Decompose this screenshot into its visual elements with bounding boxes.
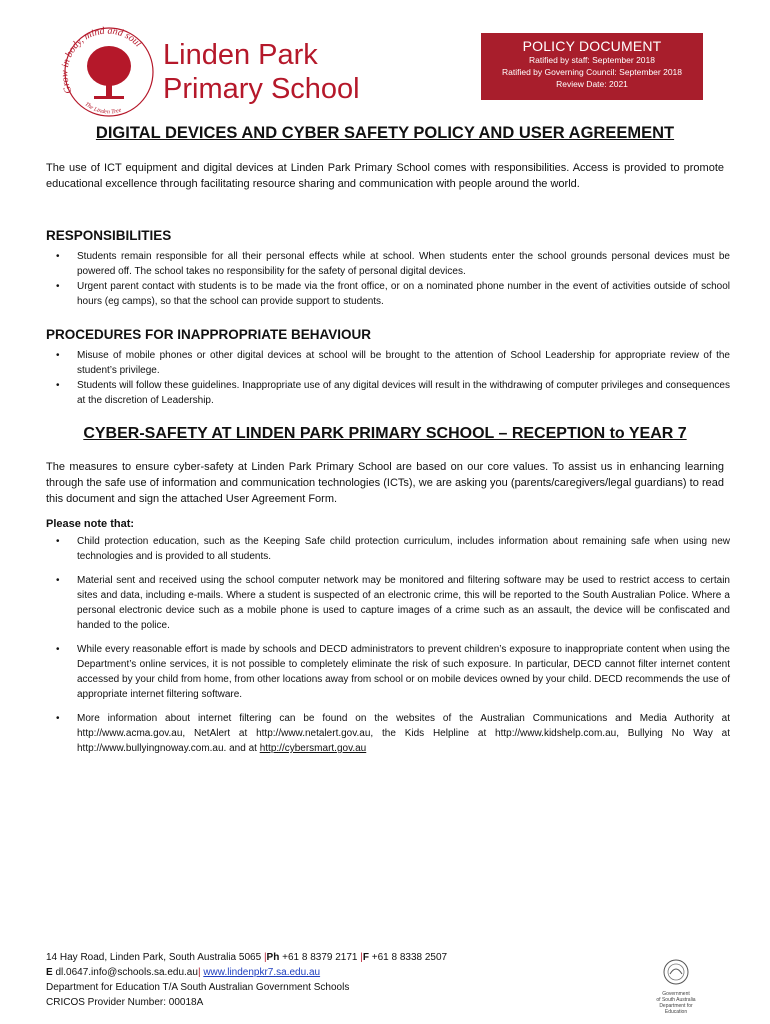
list-item: • Students remain responsible for all their personal effects while at school. When students enter the school grounds personal devices must be powered off. The school takes no responsibility for the safety of personal digital devices. (46, 249, 730, 279)
school-logo (52, 22, 162, 122)
list-item: • Misuse of mobile phones or other digital devices at school will be brought to the attention of School Leadership for appropriate review of the student’s privilege. (46, 348, 730, 378)
gov-logo-line3: Department for Education (659, 1003, 693, 1015)
policy-box-title: POLICY DOCUMENT (522, 38, 662, 54)
cybersmart-link[interactable]: http://cybersmart.gov.au (259, 743, 367, 754)
responsibilities-heading: RESPONSIBILITIES (46, 228, 172, 243)
footer-separator: | (197, 967, 201, 978)
list-item: • Material sent and received using the school computer network may be monitored and filtering software may be used to restrict access to certain sites and data, including e-mails. Where a student is suspected of an electronic crime, this will be reported to the South Australian Police. Where a personal electronic device such as a mobile phone is used to capture images of a crime such as an assault, the device will be confiscated and handed to the police. (46, 573, 730, 633)
list-item: • While every reasonable effort is made by schools and DECD administrators to prevent children’s exposure to inappropriate content when using the Department’s online services, it is not possible to completely eliminate the risk of such exposure. In particular, DECD cannot filter internet content accessed by your child from home, from other locations away from school or on mobile devices owned by your child. DECD recommends the use of appropriate internet filtering software. (46, 642, 730, 702)
gov-crest-icon (650, 958, 702, 986)
gov-logo-line1: Government (662, 991, 690, 997)
list-item: • Child protection education, such as the Keeping Safe child protection curriculum, includes information about remaining safe when using new technologies and is provided to all students. (46, 534, 730, 564)
footer-separator: | (360, 952, 363, 963)
list-item: • Students will follow these guidelines. Inappropriate use of any digital devices will result in the withdrawing of computer privileges and consequences at the discretion of Leadership. (46, 378, 730, 408)
footer (46, 950, 447, 1010)
footer-fax: +61 8 8338 2507 (371, 952, 448, 963)
procedures-heading: PROCEDURES FOR INAPPROPRIATE BEHAVIOUR (46, 327, 372, 342)
email-label: E (46, 967, 53, 978)
footer-contact-line (46, 950, 447, 965)
logo-ring-text: Grow in body, mind and soul (59, 25, 144, 96)
list-item: • Urgent parent contact with students is to be made via the front office, or on a nominated phone number in the event of activities outside of school hours (eg camps), so that the school can provide support to students. (46, 279, 730, 309)
please-note-label: Please note that: (46, 518, 135, 530)
government-logo (650, 958, 702, 1015)
cyber-intro-paragraph: The measures to ensure cyber-safety at Linden Park Primary School are based on our core values. To assist us in enhancing learning through the safe use of information and communication technologies (ICTs), we are asking you (parents/caregivers/legal guardians) to read this document and sign the attached User Agreement Form. (46, 461, 724, 505)
school-name-line2: Primary School (163, 73, 360, 105)
cyber-safety-heading: CYBER-SAFETY AT LINDEN PARK PRIMARY SCHOOL – RECEPTION to YEAR 7 (83, 425, 687, 442)
footer-cricos: CRICOS Provider Number: 00018A (46, 997, 204, 1008)
school-name (163, 38, 360, 106)
logo-tree-text: The Linden Tree (83, 101, 123, 116)
footer-address: 14 Hay Road, Linden Park, South Australia 5065 (46, 952, 262, 963)
cyber-list (46, 534, 730, 765)
fax-label: F (362, 952, 369, 963)
school-name-line1: Linden Park (163, 39, 318, 71)
responsibilities-list (46, 249, 730, 309)
phone-label: Ph (266, 952, 280, 963)
footer-email-line (46, 965, 447, 980)
policy-document-box (481, 33, 703, 100)
ratified-staff: Ratified by staff: September 2018 (528, 55, 655, 65)
tree-icon (87, 46, 131, 99)
footer-separator: | (263, 952, 267, 963)
footer-website-link[interactable]: www.lindenpkr7.sa.edu.au (203, 967, 321, 978)
list-item (46, 711, 730, 756)
procedures-list (46, 348, 730, 408)
footer-department: Department for Education T/A South Australian Government Schools (46, 982, 350, 993)
filtering-info-text: More information about internet filtering can be found on the websites of the Australian Communications and Media Authority at http://www.acma.gov.au, NetAlert at http://www.netalert.gov.au, the Kids Helpline at http://www.kidshelp.com.au, Bullying No Way at http://www.bullyingnoway.com.au. and at (77, 713, 730, 754)
footer-email[interactable]: dl.0647.info@schools.sa.edu.au (55, 967, 198, 978)
page-title: DIGITAL DEVICES AND CYBER SAFETY POLICY AND USER AGREEMENT (95, 124, 675, 142)
review-date: Review Date: 2021 (556, 79, 628, 89)
intro-paragraph: The use of ICT equipment and digital devices at Linden Park Primary School comes with responsibilities. Access is provided to promote educational excellence through facilitating resource sharing and communication with people around the world. (46, 162, 724, 190)
gov-logo-line2: of South Australia (656, 997, 696, 1003)
footer-phone: +61 8 8379 2171 (282, 952, 358, 963)
ratified-council: Ratified by Governing Council: September 2018 (501, 67, 683, 77)
